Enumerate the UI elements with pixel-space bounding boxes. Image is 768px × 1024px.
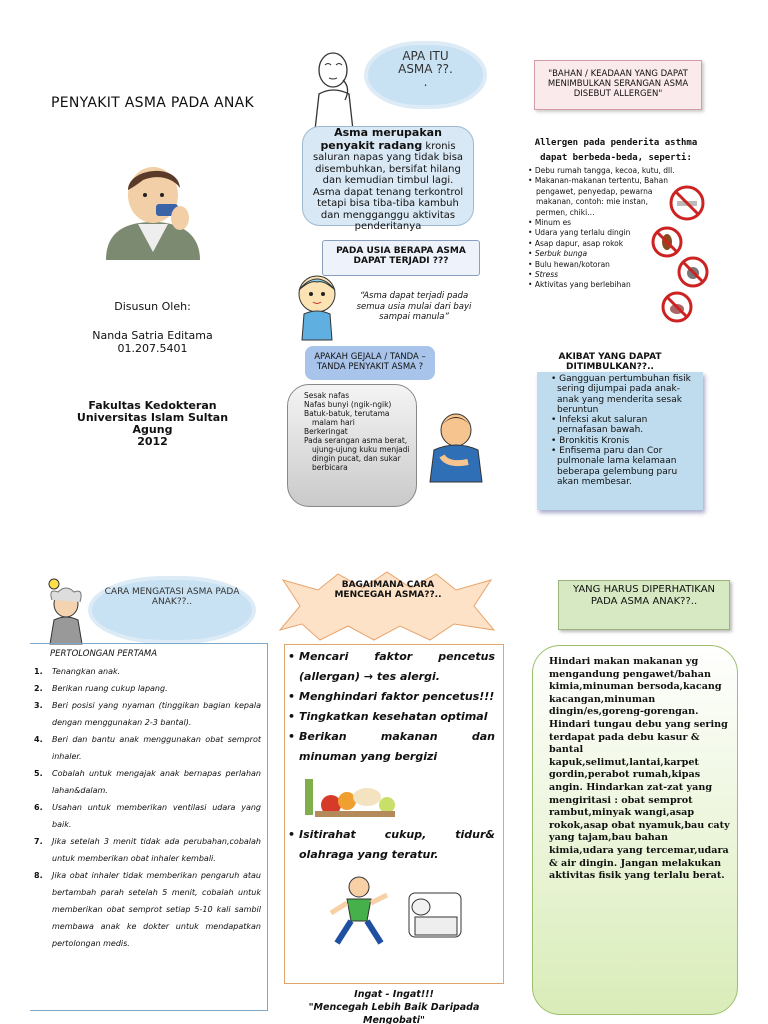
prevention-item: • Berikan makanan dan minuman yang bergizi (299, 727, 495, 767)
faculty-line: Agung (132, 423, 173, 436)
definition-heading: Asma merupakan penyakit radang (320, 126, 442, 152)
symptom-item: Sesak nafas (304, 391, 350, 400)
definition-box (302, 126, 474, 232)
prepared-by-label: Disusun Oleh: (114, 300, 191, 313)
cloud-line: . (423, 75, 428, 89)
cloud-line: APA ITU (402, 49, 449, 63)
effects-heading: AKIBAT YANG DAPAT DITIMBULKAN??.. (558, 352, 662, 372)
scientist-illustration (42, 578, 88, 644)
symptoms-heading: APAKAH GEJALA / TANDA – TANDA PENYAKIT ASMA ? (305, 346, 435, 380)
first-aid-step: 6. Usahan untuk memberikan ventilasi udara yang baik. (34, 803, 261, 829)
cover-title: PENYAKIT ASMA PADA ANAK (50, 95, 255, 111)
first-aid-box (30, 643, 268, 1011)
allergen-heading: "BAHAN / KEADAAN YANG DAPAT MENIMBULKAN SERANGAN ASMA DISEBUT ALLERGEN" (534, 60, 702, 110)
effect-item: • Enfisema paru dan Cor pulmonale lama kelamaan beberapa gelembung paru akan membesar. (551, 446, 678, 487)
symptom-item: Nafas bunyi (ngik-ngik) (304, 400, 392, 409)
first-aid-step: 7. Jika setelah 3 menit tidak ada perubahan,cobalah untuk memberikan obat inhaler kembali. (34, 837, 261, 863)
allergen-item: • Minum es (528, 218, 572, 228)
prevention-heading: BAGAIMANA CARA MENCEGAH ASMA??.. (334, 580, 442, 600)
first-aid-heading: PERTOLONGAN PERTAMA (50, 649, 158, 659)
what-is-asthma-cloud (368, 45, 483, 105)
faculty-block (55, 400, 250, 448)
first-aid-step: 8. Jika obat inhaler tidak memberikan pengaruh atau bertambah parah setelah 5 menit, cobalah untuk memberikan obat semprot setiap 5-10 kali sambil membawa anak ke dokter untuk mendapatkan pertolongan medis. (34, 871, 261, 948)
attention-box (532, 645, 738, 1015)
author-name: Nanda Satria Editama (92, 329, 213, 342)
effect-item: • Gangguan pertumbuhan fisik sering dijumpai pada anak-anak yang menderita sesak beruntun (551, 374, 691, 415)
age-quote: “Asma dapat terjadi pada semua usia mulai dari bayi sampai manula” (356, 291, 472, 322)
faculty-line: 2012 (137, 435, 168, 448)
faculty-line: Fakultas Kedokteran (88, 399, 217, 412)
allergen-item: • Asap dapur, asap rokok (528, 238, 624, 248)
effect-item: • Bronkitis Kronis (551, 435, 630, 446)
attention-text: Hindari makan makanan yg mengandung pengawet/bahan kimia,minuman bersoda,kacang kacangan,minuman dingin/es,goreng-gorengan. Hindari tungau debu yang sering terdapat pada debu kasur & bantal kapuk,selimut,lantai,karpet gordin,perabot rumah,kipas angin. Hindarkan zat-zat yang mengiritasi : obat semprot rambut,minyak wangi,asap rokok,asap obat nyamuk,bau caty yang tajam,bau bahan kimia,udara yang tercemar,udara & air dingin. Jangan melakukan aktivitas fisik yang terlalu berat. (549, 656, 730, 882)
first-aid-step: 3. Beri posisi yang nyaman (tinggikan bagian kepala dengan menggunakan 2-3 bantal). (34, 701, 261, 727)
allergen-subheading: Allergen pada penderita asthma dapat berbeda-beda, seperti: (534, 138, 698, 163)
reminder-block (284, 988, 504, 1024)
allergen-item: • Udara yang terlalu dingin (528, 228, 631, 238)
no-pet-icon (660, 290, 694, 324)
effects-box (537, 372, 703, 510)
no-cockroach-icon (650, 225, 684, 259)
effect-item: • Infeksi akut saluran pernafasan bawah. (551, 415, 648, 436)
reminder-text: "Mencegah Lebih Baik Daripada Mengobati" (308, 1002, 480, 1024)
faculty-line: Universitas Islam Sultan (76, 411, 229, 424)
allergen-item: • Serbuk bunga (528, 249, 588, 259)
author-block (50, 300, 255, 355)
healthy-food-illustration (305, 771, 397, 819)
attention-heading: YANG HARUS DIPERHATIKAN PADA ASMA ANAK??.. (558, 580, 730, 630)
definition-text: kronis saluran napas yang tidak bisa disembuhkan, bersifat hilang dan kemudian timbul lagi. Asma dapat tenang terkontrol tetapi bisa tiba-tiba kambuh dan mengganggu aktivitas penderitanya (312, 140, 464, 232)
prevention-item: • Menghindari faktor pencetus!!! (299, 687, 495, 707)
prevention-list (299, 647, 495, 767)
first-aid-step: 5. Cobalah untuk mengajak anak bernapas perlahan lahan&dalam. (34, 769, 261, 795)
prevention-item: • Mencari faktor pencetus (allergan) → tes alergi. (299, 647, 495, 687)
prevention-box (284, 644, 504, 984)
reminder-title: Ingat - Ingat!!! (354, 989, 434, 1000)
handling-cloud: CARA MENGATASI ASMA PADA ANAK??.. (92, 580, 252, 640)
exercise-sleep-illustration (317, 873, 467, 949)
symptom-item: Pada serangan asma berat, ujung-ujung kuku menjadi dingin pucat, dan sukar berbicara (304, 436, 410, 472)
allergen-item: • Makanan-makanan tertentu, Bahan pengawet, penyedap, pewarna makanan, contoh: mie instan, permen, chiki… (528, 176, 668, 217)
first-aid-list (34, 663, 261, 952)
symptoms-box (287, 384, 417, 507)
boy-inhaler-illustration (98, 160, 208, 262)
thinking-man-illustration (305, 50, 365, 130)
first-aid-step: 2. Berikan ruang cukup lapang. (34, 684, 168, 693)
author-id: 01.207.5401 (117, 342, 188, 355)
baby-illustration (294, 272, 340, 342)
coughing-boy-illustration (424, 410, 486, 482)
allergen-item: • Bulu hewan/kotoran (528, 259, 610, 269)
first-aid-step: 4. Beri dan bantu anak menggunakan obat semprot inhaler. (34, 735, 261, 761)
age-heading: PADA USIA BERAPA ASMA DAPAT TERJADI ??? (322, 240, 480, 276)
no-dust-icon (676, 255, 710, 289)
cloud-line: ASMA ??. (398, 62, 453, 76)
symptom-item: Batuk-batuk, terutama malam hari (304, 409, 390, 427)
allergen-item: • Debu rumah tangga, kecoa, kutu, dll. (528, 166, 675, 175)
allergen-item: • Stress (528, 270, 559, 280)
first-aid-step: 1. Tenangkan anak. (34, 667, 121, 676)
allergen-item: • Aktivitas yang berlebihan (528, 280, 631, 290)
no-smoking-icon (668, 184, 706, 222)
prevention-item: • Isitirahat cukup, tidur& olahraga yang teratur. (299, 825, 495, 865)
symptom-item: Berkeringat (304, 427, 348, 436)
prevention-item: • Tingkatkan kesehatan optimal (299, 707, 495, 727)
